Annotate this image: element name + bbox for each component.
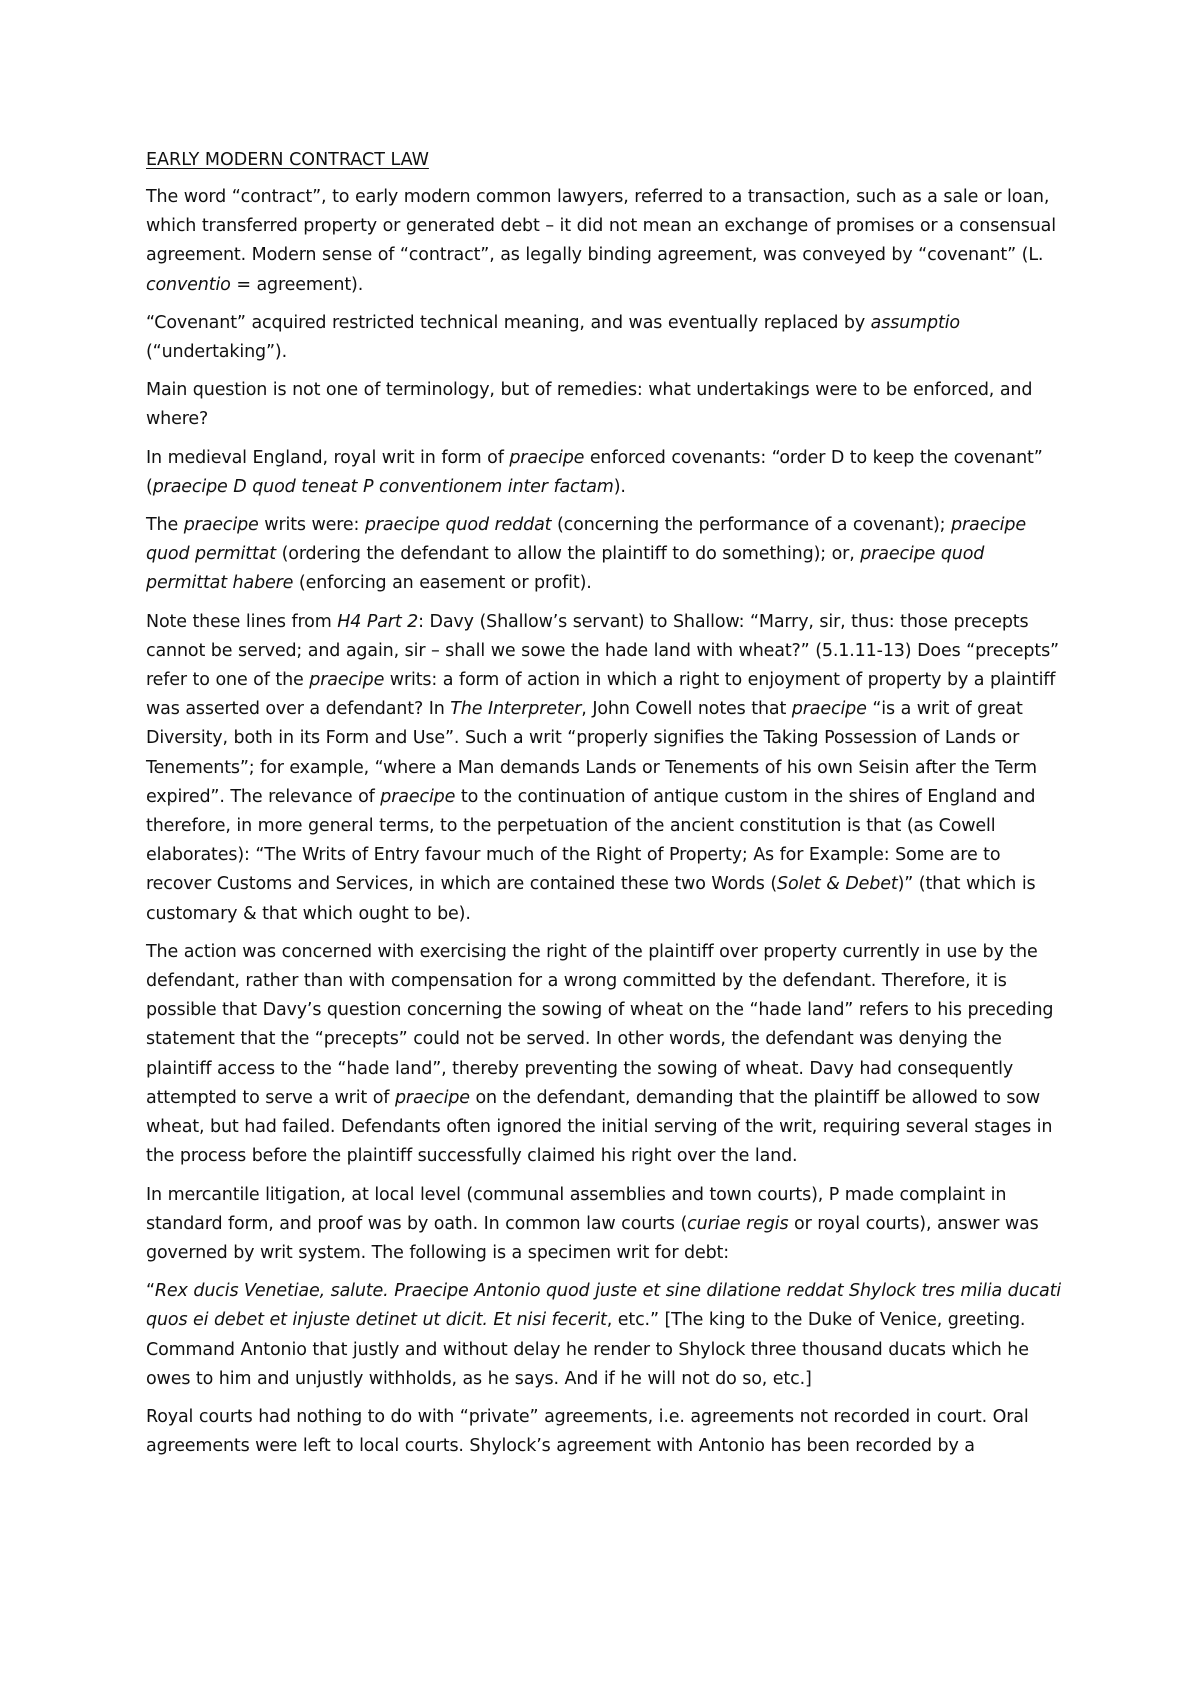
text-run: Royal courts had nothing to do with “private” agreements, i.e. agreements not recorded in court. Oral agreements were left to local courts. Shylock’s agreement with Antonio has been recorded by a — [146, 1406, 1029, 1457]
text-run: , etc.” [The king to the Duke of Venice, greeting. Command Antonio that justly and without delay he render to Shylock three thousand ducats which he owes to him and unjustly withholds, as he says. And if he will not do so, etc.] — [146, 1310, 1029, 1389]
text-run: Note these lines from — [146, 611, 338, 632]
text-run: ). — [613, 476, 626, 497]
document-body — [146, 146, 1061, 1470]
italic-text: curiae regis — [687, 1213, 789, 1234]
paragraph-list — [146, 183, 1061, 1461]
italic-text: praecipe — [309, 670, 385, 691]
text-run: enforced covenants: “order D to keep the covenant” ( — [146, 447, 1043, 497]
text-run: In mercantile litigation, at local level (communal assemblies and town courts), P made complaint in standard form, and proof was by oath. In common law courts ( — [146, 1184, 1007, 1234]
text-run: The word “contract”, to early modern common lawyers, referred to a transaction, such as a sale or loan, which transferred property or generated debt – it did not mean an exchange of promises or a consensual agreement. Modern sense of “contract”, as legally binding agreement, was conveyed by “covenant” (L. — [146, 187, 1056, 266]
paragraph — [146, 1181, 1061, 1269]
text-run: to the continuation of antique custom in the shires of England and therefore, in more general terms, to the perpetuation of the ancient constitution is that (as Cowell elaborates): “The Writs of Entry favour much of the Right of Property; As for Example: Some are to recover Customs and Services, in which are contained these two Words ( — [146, 786, 1036, 895]
italic-text: praecipe D quod teneat P conventionem inter factam — [152, 476, 614, 497]
document-title: EARLY MODERN CONTRACT LAW — [146, 150, 429, 170]
italic-text: Solet & Debet — [777, 874, 898, 895]
paragraph — [146, 183, 1061, 300]
text-run: : Davy (Shallow’s servant) to Shallow: “Marry, sir, thus: those precepts cannot be served; and again, sir – shall we sowe the hade land with wheat?” (5.1.11-13) Does “precepts” refer to one of the — [146, 611, 1059, 691]
italic-text: The Interpreter — [450, 699, 582, 720]
text-run: or royal courts), answer was governed by writ system. The following is a specimen writ for debt: — [146, 1213, 1039, 1263]
paragraph — [146, 511, 1061, 599]
italic-text: praecipe — [394, 1087, 470, 1108]
paragraph — [146, 1403, 1061, 1461]
italic-text: praecipe quod permittat habere — [146, 544, 985, 594]
paragraph — [146, 1277, 1061, 1394]
text-run: In medieval England, royal writ in form of — [146, 447, 510, 468]
text-run: Main question is not one of terminology, but of remedies: what undertakings were to be enforced, and where? — [146, 380, 1033, 430]
italic-text: praecipe quod reddat — [364, 515, 552, 536]
paragraph — [146, 376, 1061, 434]
text-run: )” (that which is customary & that which ought to be). — [146, 874, 1036, 924]
text-run: The — [146, 515, 184, 536]
paragraph — [146, 309, 1061, 367]
italic-text: conventio — [146, 274, 231, 295]
paragraph — [146, 444, 1061, 502]
italic-text: praecipe — [183, 515, 259, 536]
paragraph — [146, 938, 1061, 1172]
italic-text: Rex ducis Venetiae, salute. Praecipe Antonio quod juste et sine dilatione reddat Shylock tres milia ducati quos ei debet et injuste detinet ut dicit. Et nisi fecerit — [146, 1281, 1062, 1331]
text-run: “Covenant” acquired restricted technical meaning, and was eventually replaced by — [146, 312, 871, 333]
italic-text: praecipe quod permittat — [146, 515, 1026, 565]
italic-text: H4 Part 2 — [337, 611, 419, 632]
text-run: The action was concerned with exercising the right of the plaintiff over property currently in use by the defendant, rather than with compensation for a wrong committed by the defendant. Therefore, it is possible that Davy’s question concerning the sowing of wheat on the “hade land” refers to his preceding statement that the “precepts” could not be served. In other words, the defendant was denying the plaintiff access to the “hade land”, thereby preventing the sowing of wheat. Davy had consequently attempted to serve a writ of — [146, 941, 1054, 1108]
italic-text: praecipe — [509, 447, 585, 468]
text-run: “ — [146, 1281, 155, 1302]
text-run: (enforcing an easement or profit). — [293, 573, 592, 594]
text-run: writs: a form of action in which a right to enjoyment of property by a plaintiff was asserted over a defendant? In — [146, 670, 1056, 720]
text-run: = agreement). — [230, 274, 364, 295]
text-run: (“undertaking”). — [146, 342, 287, 363]
text-run: , John Cowell notes that — [581, 699, 792, 720]
text-run: “is a writ of great Diversity, both in its Form and Use”. Such a writ “properly signifies the Taking Possession of Lands or Tenements”; for example, “where a Man demands Lands or Tenements of his own Seisin after the Term expired”. The relevance of — [146, 699, 1037, 807]
paragraph — [146, 608, 1061, 929]
text-run: on the defendant, demanding that the plaintiff be allowed to sow wheat, but had failed. Defendants often ignored the initial serving of the writ, requiring several stages in the process before the plaintiff successfully claimed his right over the land. — [146, 1087, 1053, 1167]
text-run: (ordering the defendant to allow the plaintiff to do something); or, — [275, 544, 861, 565]
italic-text: assumptio — [870, 312, 960, 333]
italic-text: praecipe — [380, 786, 456, 807]
text-run: (concerning the performance of a covenant); — [551, 515, 951, 536]
italic-text: praecipe — [791, 699, 867, 720]
text-run: writs were: — [258, 515, 365, 536]
